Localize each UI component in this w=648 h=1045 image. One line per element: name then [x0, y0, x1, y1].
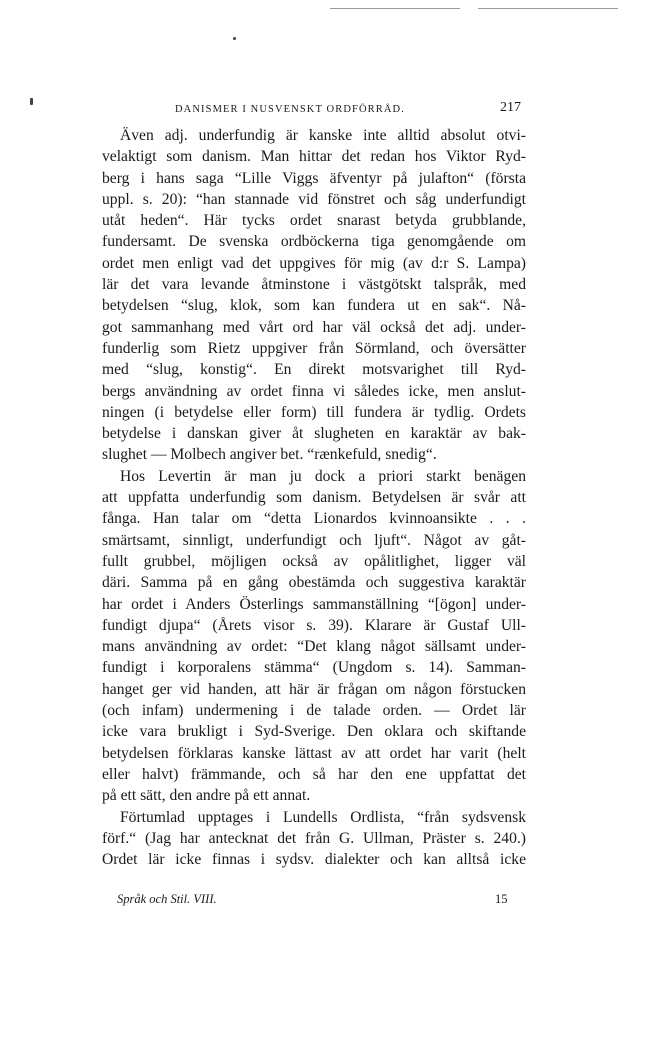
page-number: 217 — [500, 100, 521, 115]
footer-sheet-number: 15 — [495, 892, 508, 906]
text-line: Förtumlad upptages i Lundells Ordlista, “från sydsvensk — [120, 808, 526, 826]
text-line: slughet — Molbech angiver bet. “rænkefuld, snedig“. — [102, 446, 437, 464]
text-line: utåt heden“. Här tycks ordet snarast betyda grubblande, — [102, 212, 526, 230]
text-line: förf.“ (Jag har antecknat det från G. Ullman, Präster s. 240.) — [102, 829, 526, 847]
text-line: fullt grubbel, möjligen också av opålitlighet, ligger väl — [102, 552, 526, 570]
text-line: att uppfatta underfundig som danism. Betydelsen är svår att — [102, 489, 526, 507]
text-line: mans användning av ordet: “Det klang något sällsamt under- — [102, 638, 526, 656]
body-text — [102, 125, 526, 870]
text-line: funderlig som Rietz uppgiver från Sörmland, och översätter — [102, 339, 526, 357]
text-line: betydelsen förklaras kanske lättast av att ordet har varit (helt — [102, 744, 526, 762]
text-line: smärtsamt, sinnligt, underfundigt och ljuft“. Något av gåt- — [102, 531, 526, 549]
text-line: berg i hans saga “Lille Viggs äfventyr på julafton“ (första — [102, 169, 526, 187]
scan-edge-line — [330, 8, 460, 9]
text-line: got sammanhang med vårt ord har väl också det adj. under- — [102, 318, 526, 336]
text-line: bergs användning av ordet finna vi således icke, men anslut- — [102, 382, 526, 400]
text-line: betydelse i danskan giver åt slugheten en karaktär av bak- — [102, 425, 526, 443]
scan-edge-line — [478, 8, 618, 9]
text-line: däri. Samma på en gång obestämda och suggestiva karaktär — [102, 574, 526, 592]
text-line: icke vara brukligt i Syd-Sverige. Den oklara och skiftande — [102, 723, 526, 741]
stray-mark — [30, 98, 33, 105]
running-title: DANISMER I NUSVENSKT ORDFÖRRÅD. — [175, 104, 405, 115]
stray-mark — [233, 37, 236, 40]
text-line: lär det vara levande åtminstone i västgötskt talspråk, med — [102, 276, 526, 294]
text-line: (och infam) undermening i de talade orden. — Ordet lär — [102, 702, 526, 720]
text-line: fundigt djupa“ (Årets visor s. 39). Klarare är Gustaf Ull- — [102, 616, 526, 634]
text-line: ordet men enligt vad det uppgives för mig (av d:r S. Lampa) — [102, 254, 526, 272]
text-line: Även adj. underfundig är kanske inte alltid absolut otvi- — [120, 127, 526, 144]
footer-signature: Språk och Stil. VIII. — [117, 892, 217, 906]
text-line: fundigt i korporalens stämma“ (Ungdom s. 14). Samman- — [102, 659, 526, 677]
text-line: velaktigt som danism. Man hittar det redan hos Viktor Ryd- — [102, 148, 526, 166]
text-line: hanget ger vid handen, att här är frågan om någon förstucken — [102, 680, 526, 698]
text-line: uppl. s. 20): “han stannade vid fönstret och såg underfundigt — [102, 190, 526, 208]
text-line: betydelsen “slug, klok, som kan fundera ut en sak“. Nå- — [102, 297, 526, 315]
text-line: fundersamt. De svenska ordböckerna tiga genomgående om — [102, 233, 526, 251]
text-line: Ordet lär icke finnas i sydsv. dialekter och kan alltså icke — [102, 851, 526, 869]
text-line: på ett sätt, den andre på ett annat. — [102, 787, 311, 805]
text-line: med “slug, konstig“. En direkt motsvarighet till Ryd- — [102, 361, 526, 379]
text-line: fånga. Han talar om “detta Lionardos kvinnoansikte . . . — [102, 510, 526, 528]
text-line: Hos Levertin är man ju dock a priori starkt benägen — [120, 467, 526, 485]
text-line: ningen (i betydelse eller form) till fundera är tydlig. Ordets — [102, 403, 526, 421]
text-line: eller halvt) främmande, och så har den ene uppfattat det — [102, 765, 526, 783]
text-line: har ordet i Anders Österlings sammanställning “[ögon] under- — [102, 595, 526, 613]
